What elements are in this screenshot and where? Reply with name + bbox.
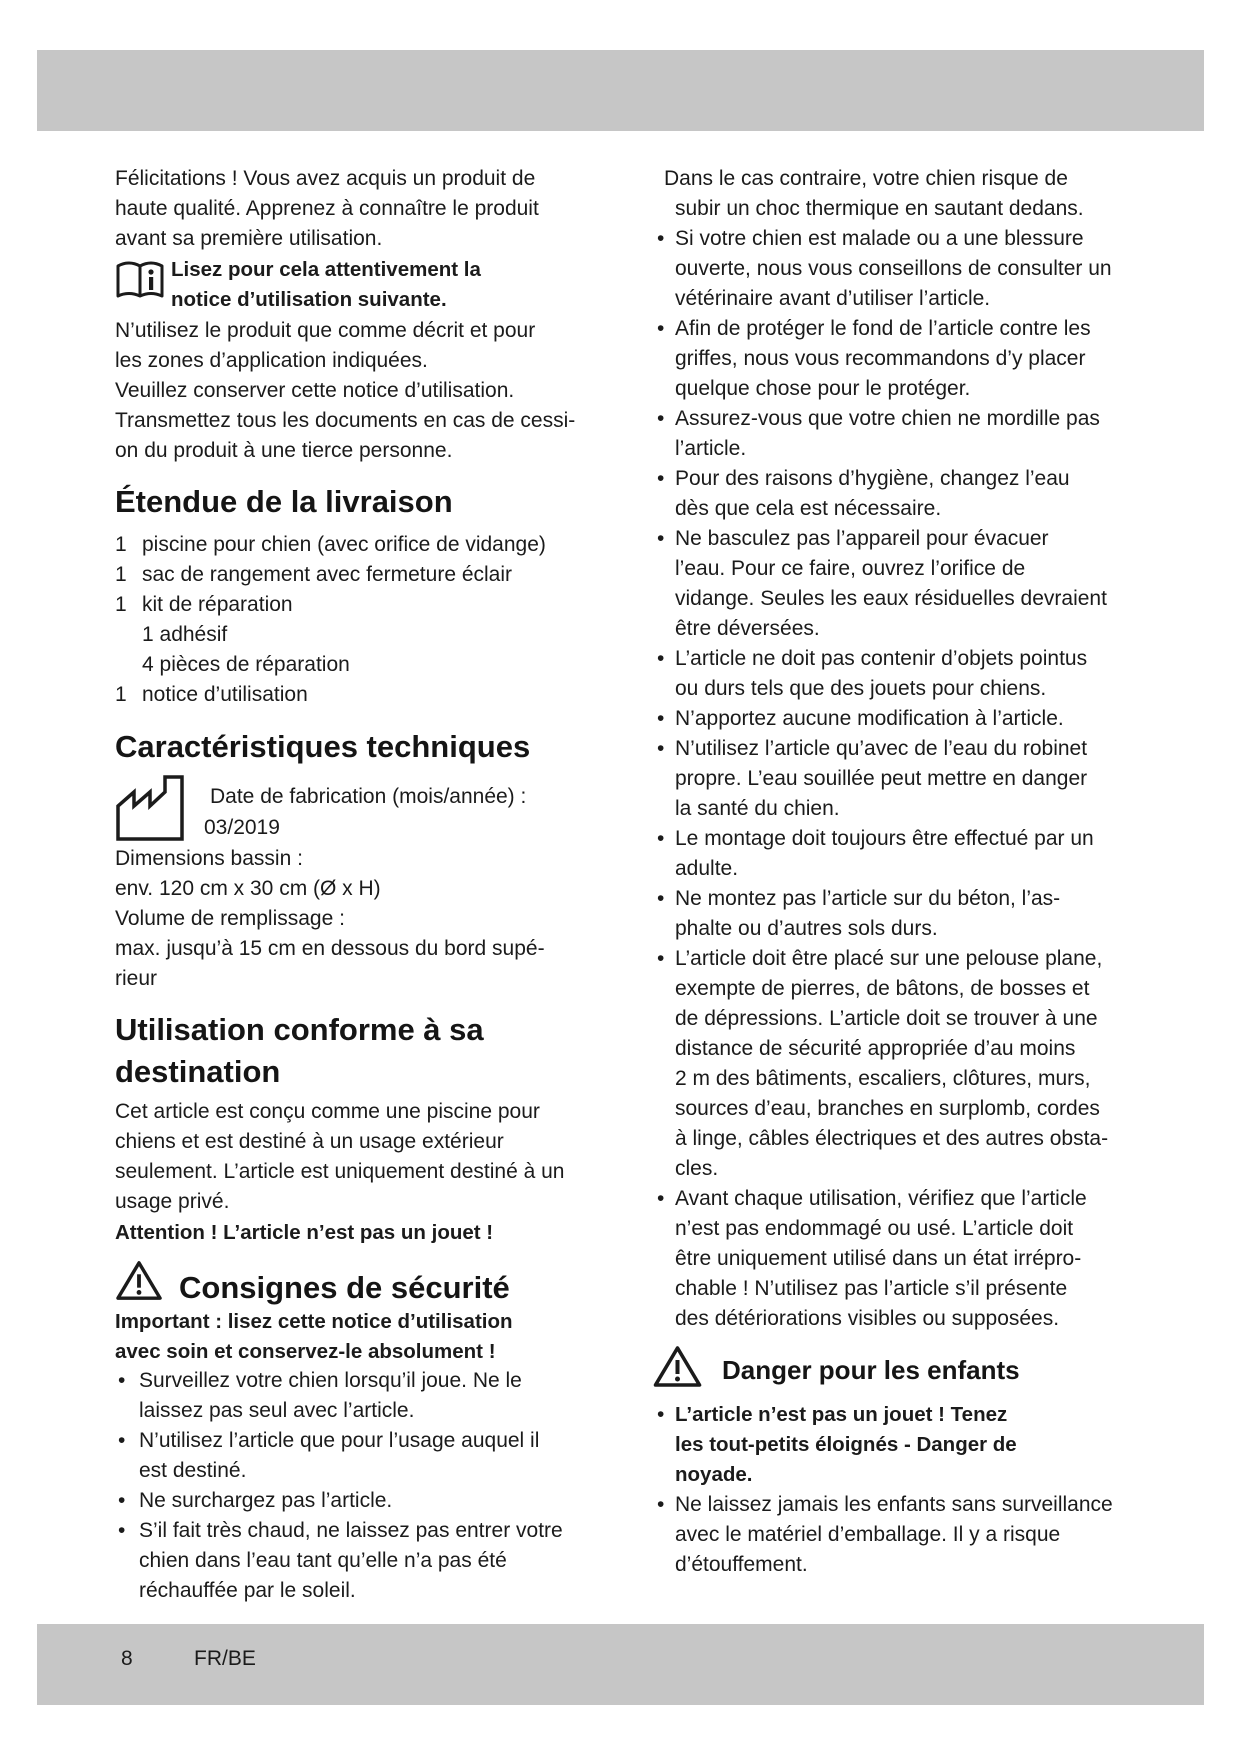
dimensions-value: env. 120 cm x 30 cm (Ø x H) — [115, 877, 381, 900]
delivery-item — [115, 680, 585, 710]
list-item: • N’apportez aucune modification à l’article. — [654, 704, 1112, 734]
delivery-list — [115, 530, 585, 710]
delivery-item — [115, 590, 585, 620]
list-item: • Avant chaque utilisation, vérifiez que l’article n’est pas endommagé ou usé. L’article doit être uniquement utilisé dans un état irrépro- chable ! N’utilisez pas l’article s’il présente des détériorations visibles ou supposées. — [654, 1184, 1112, 1334]
list-item: • Afin de protéger le fond de l’article contre les griffes, nous vous recommandons d’y placer quelque chose pour le protéger. — [654, 314, 1112, 404]
children-danger-title: Danger pour les enfants — [722, 1355, 1020, 1385]
list-item: • N’utilisez l’article que pour l’usage auquel il est destiné. — [115, 1426, 563, 1486]
list-item: • L’article doit être placé sur une pelouse plane, exempte de pierres, de bâtons, de bosses et de dépressions. L’article doit se trouver à une distance de sécurité appropriée d’au moins 2 m des bâtiments, escaliers, clôtures, murs, sources d’eau, branches en surplomb, cordes à linge, câbles électriques et des autres obsta- cles. — [654, 944, 1112, 1184]
intro-text: Félicitations ! Vous avez acquis un produit de haute qualité. Apprenez à connaître le produit avant sa première utilisation. — [115, 167, 539, 250]
intended-use-title: Utilisation conforme à sa destination — [115, 1012, 484, 1089]
list-item: • Surveillez votre chien lorsqu’il joue. Ne le laissez pas seul avec l’article. — [115, 1366, 563, 1426]
delivery-qty: 1 — [115, 563, 127, 586]
manufacture-date-value: 03/2019 — [204, 816, 280, 839]
page-number: 8 — [121, 1647, 133, 1670]
manufacture-date-label: Date de fabrication (mois/année) : — [210, 785, 527, 808]
header-band — [37, 50, 1204, 131]
delivery-subitem — [115, 620, 585, 650]
safety-title: Consignes de sécurité — [179, 1270, 510, 1305]
list-item: • Ne montez pas l’article sur du béton, l’as- phalte ou d’autres sols durs. — [654, 884, 1112, 944]
delivery-subitem — [115, 650, 585, 680]
specs-details — [115, 844, 545, 994]
list-item: • Ne basculez pas l’appareil pour évacuer l’eau. Pour ce faire, ouvrez l’orifice de vidange. Seules les eaux résiduelles devraient être déversées. — [654, 524, 1112, 644]
volume-value: max. jusqu’à 15 cm en dessous du bord supé- rieur — [115, 937, 545, 990]
delivery-qty: 1 — [115, 533, 127, 556]
delivery-label: piscine pour chien (avec orifice de vidange) — [142, 533, 546, 556]
list-item: • Pour des raisons d’hygiène, changez l’eau dès que cela est nécessaire. — [654, 464, 1112, 524]
list-item: • L’article ne doit pas contenir d’objets pointus ou durs tels que des jouets pour chiens. — [654, 644, 1112, 704]
locale-label: FR/BE — [194, 1647, 256, 1670]
book-info-icon — [115, 256, 165, 300]
delivery-qty: 1 — [115, 593, 127, 616]
list-item: • Ne laissez jamais les enfants sans surveillance avec le matériel d’emballage. Il y a risque d’étouffement. — [654, 1490, 1113, 1580]
list-item: • Si votre chien est malade ou a une blessure ouverte, nous vous conseillons de consulter un vétérinaire avant d’utiliser l’article. — [654, 224, 1112, 314]
specs-title: Caractéristiques techniques — [115, 729, 531, 764]
read-note: Lisez pour cela attentivement la notice d’utilisation suivante. — [171, 258, 481, 311]
warning-triangle-icon — [652, 1344, 703, 1389]
usage-note: N’utilisez le produit que comme décrit et pour les zones d’application indiquées. Veuillez conserver cette notice d’utilisation. Transmettez tous les documents en cas de cessi- on du produit à une tierce personne. — [115, 319, 576, 462]
safety-important: Important : lisez cette notice d’utilisation avec soin et conservez-le absolument ! — [115, 1310, 513, 1363]
dimensions-label: Dimensions bassin : — [115, 847, 303, 870]
toy-warning: Attention ! L’article n’est pas un jouet ! — [115, 1221, 494, 1244]
children-danger-list — [654, 1400, 1113, 1580]
list-item: • L’article n’est pas un jouet ! Tenez les tout-petits éloignés - Danger de noyade. — [654, 1400, 1113, 1490]
delivery-item — [115, 560, 585, 590]
list-item: • Ne surchargez pas l’article. — [115, 1486, 563, 1516]
safety-bullet-continuation: Dans le cas contraire, votre chien risque de subir un choc thermique en sautant dedans. — [664, 167, 1084, 220]
delivery-label: notice d’utilisation — [142, 683, 308, 706]
list-item: • Assurez-vous que votre chien ne mordille pas l’article. — [654, 404, 1112, 464]
factory-icon — [115, 774, 185, 842]
list-item: • N’utilisez l’article qu’avec de l’eau du robinet propre. L’eau souillée peut mettre en danger la santé du chien. — [654, 734, 1112, 824]
safety-list-left — [115, 1366, 563, 1606]
delivery-subitem-label: 4 pièces de réparation — [142, 653, 350, 676]
list-item: • S’il fait très chaud, ne laissez pas entrer votre chien dans l’eau tant qu’elle n’a pas été réchauffée par le soleil. — [115, 1516, 563, 1606]
intended-use-text: Cet article est conçu comme une piscine pour chiens et est destiné à un usage extérieur seulement. L’article est uniquement destiné à un usage privé. — [115, 1100, 565, 1213]
safety-list-right — [654, 224, 1112, 1334]
volume-label: Volume de remplissage : — [115, 907, 345, 930]
delivery-title: Étendue de la livraison — [115, 484, 453, 519]
list-item: • Le montage doit toujours être effectué par un adulte. — [654, 824, 1112, 884]
delivery-subitem-label: 1 adhésif — [142, 623, 228, 646]
delivery-label: sac de rangement avec fermeture éclair — [142, 563, 513, 586]
delivery-label: kit de réparation — [142, 593, 293, 616]
delivery-item — [115, 530, 585, 560]
delivery-qty: 1 — [115, 683, 127, 706]
warning-triangle-icon — [115, 1259, 163, 1302]
